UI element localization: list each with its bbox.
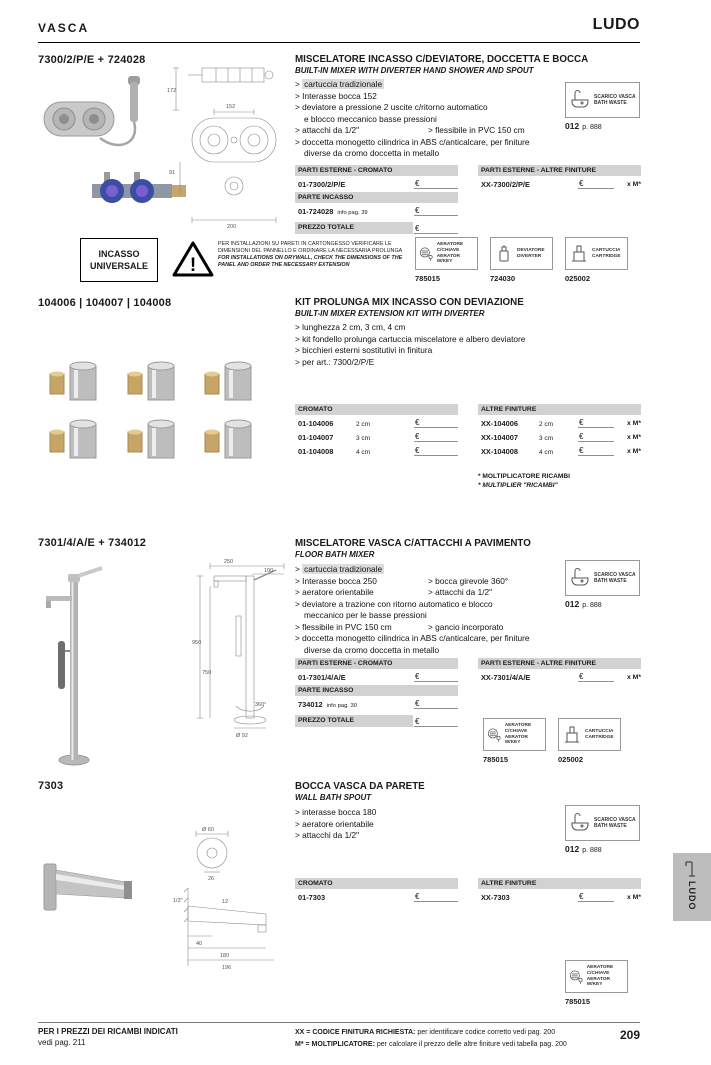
dim-label: 196 xyxy=(222,965,232,971)
section2-title-en: BUILT-IN MIXER EXTENSION KIT WITH DIVERTER xyxy=(295,309,485,318)
dim-label: Ø 60 xyxy=(202,827,214,833)
product-photo-extension-kits xyxy=(40,352,265,470)
feature-line: > Interasse bocca 152 xyxy=(295,91,563,103)
bath-waste-badge xyxy=(565,560,640,609)
price-blank xyxy=(414,179,458,189)
size-label: 4 cm xyxy=(356,449,371,456)
total-row xyxy=(295,716,458,728)
section1-title-it: MISCELATORE INCASSO C/DEVIATORE, DOCCETTA E BOCCA xyxy=(295,54,589,65)
table-row xyxy=(295,669,458,683)
size-label: 2 cm xyxy=(539,421,554,428)
product-code: 01-7303 xyxy=(298,893,326,902)
euro-sign: € xyxy=(579,672,584,681)
feature-line: > per art.: 7300/2/P/E xyxy=(295,357,563,369)
total-row xyxy=(295,223,458,235)
product-code: XX-104007 xyxy=(481,433,518,442)
price-blank xyxy=(414,224,458,234)
accessory-box xyxy=(565,237,628,270)
bath-waste-box xyxy=(565,560,640,596)
dim-label: 1/2" xyxy=(173,898,183,904)
euro-sign: € xyxy=(579,179,584,188)
feature-line: > deviatore a trazione con ritorno automatico e blocco xyxy=(295,599,563,611)
product-code: XX-7303 xyxy=(481,893,510,902)
table-header: ALTRE FINITURE xyxy=(478,878,641,889)
multiplier-note-en: * MULTIPLIER "RICAMBI" xyxy=(478,482,558,489)
total-label: PREZZO TOTALE xyxy=(295,222,413,234)
table-row xyxy=(478,429,641,443)
accessory-aerator xyxy=(415,237,478,283)
feature-line: > aeratore orientabile xyxy=(295,819,563,831)
brand-title: LUDO xyxy=(592,16,640,33)
s3-price-table-altre-finiture xyxy=(478,658,641,683)
accessory-cartridge xyxy=(565,237,628,283)
table-header: PARTE INCASSO xyxy=(295,192,458,203)
product-code: XX-104006 xyxy=(481,419,518,428)
bath-waste-box xyxy=(565,82,640,118)
multiplier-label: x M* xyxy=(627,434,641,441)
dim-label: 12 xyxy=(222,899,229,905)
euro-sign: € xyxy=(579,432,584,441)
dim-label: 360° xyxy=(255,702,267,708)
size-label: 3 cm xyxy=(539,435,554,442)
table-header: CROMATO xyxy=(295,878,458,889)
price-blank xyxy=(414,432,458,442)
diverter-icon xyxy=(493,243,515,265)
multiplier-label: x M* xyxy=(627,894,641,901)
bath-waste-box xyxy=(565,805,640,841)
feature-col2: > attacchi da 1/2" xyxy=(428,587,492,599)
bath-waste-icon xyxy=(569,567,591,589)
info-page-ref: info pag. 39 xyxy=(337,209,368,216)
feature-line xyxy=(295,576,563,588)
table-row xyxy=(295,203,458,217)
dim-label: 172 xyxy=(167,88,177,94)
technical-drawing-floor-mixer xyxy=(192,556,292,741)
section1-features xyxy=(295,79,563,160)
euro-sign: € xyxy=(415,699,420,708)
euro-sign: € xyxy=(415,717,420,726)
product-code: XX-7301/4/A/E xyxy=(481,673,531,682)
accessory-aerator xyxy=(483,718,546,764)
bath-waste-label: SCARICO VASCA BATH WASTE xyxy=(594,572,636,584)
dim-label: 250 xyxy=(224,559,234,565)
table-header: PARTI ESTERNE - CROMATO xyxy=(295,658,458,669)
side-tab-ludo xyxy=(673,853,711,921)
multiplier-label: x M* xyxy=(627,181,641,188)
side-tab-label: LUDO xyxy=(687,881,697,911)
feature-line: diverse da cromo doccetta in metallo xyxy=(304,148,440,158)
price-blank xyxy=(414,717,458,727)
section4-title-it: BOCCA VASCA DA PARETE xyxy=(295,781,425,792)
euro-sign: € xyxy=(579,446,584,455)
footer-rule xyxy=(38,1022,640,1023)
feature-col1: > flessibile in PVC 150 cm xyxy=(295,622,428,634)
section4-features xyxy=(295,807,563,842)
feature-highlight: cartuccia tradizionale xyxy=(304,79,383,89)
accessory-box xyxy=(490,237,553,270)
bath-waste-label-it: SCARICO VASCA xyxy=(594,94,636,100)
product-code: 01-104007 xyxy=(298,433,334,442)
table-row xyxy=(295,443,458,457)
accessory-code: 724030 xyxy=(490,274,516,283)
bath-waste-code: 012 p. 888 xyxy=(565,121,602,131)
multiplier-note-it: * MOLTIPLICATORE RICAMBI xyxy=(478,473,570,480)
feature-col2: > flessibile in PVC 150 cm xyxy=(428,125,525,137)
section2-features xyxy=(295,322,563,368)
accessory-diverter xyxy=(490,237,553,283)
table-row xyxy=(295,415,458,429)
header-rule xyxy=(38,42,640,43)
accessory-code: 785015 xyxy=(565,997,591,1006)
category-title: VASCA xyxy=(38,21,90,35)
feature-line xyxy=(295,79,563,91)
product-code: 01-7301/4/A/E xyxy=(298,673,346,682)
s4-table-altre-finiture xyxy=(478,878,641,903)
accessory-aerator xyxy=(565,960,628,1006)
euro-sign: € xyxy=(415,672,420,681)
accessory-label: CARTUCCIA CARTRIDGE xyxy=(585,728,614,740)
multiplier-label: x M* xyxy=(627,420,641,427)
cartridge-icon xyxy=(568,243,590,265)
aerator-icon xyxy=(486,724,503,746)
footer-prices-note: PER I PREZZI DEI RICAMBI INDICATI xyxy=(38,1027,178,1036)
accessory-box xyxy=(483,718,546,751)
footer-multiplier-legend: M* = MOLTIPLICATORE: per calcolare il prezzo delle altre finiture vedi tabella pag. 200 xyxy=(295,1041,567,1048)
feature-line: > doccetta monogetto cilindrica in ABS c/anticalcare, per finiture xyxy=(295,137,563,149)
product-code: 01-104008 xyxy=(298,447,334,456)
product-code: XX-104008 xyxy=(481,447,518,456)
dim-label: 100 xyxy=(264,568,274,574)
feature-line: > doccetta monogetto cilindrica in ABS c/anticalcare, per finiture xyxy=(295,633,563,645)
euro-sign: € xyxy=(415,206,420,215)
feature-line: > kit fondello prolunga cartuccia miscelatore e albero deviatore xyxy=(295,334,563,346)
table-header: PARTE INCASSO xyxy=(295,685,458,696)
feature-col2: > gancio incorporato xyxy=(428,622,503,634)
accessory-code: 025002 xyxy=(558,755,584,764)
section1-title-en: BUILT-IN MIXER WITH DIVERTER HAND SHOWER AND SPOUT xyxy=(295,66,534,75)
s3-price-table-cromato xyxy=(295,658,458,728)
bath-waste-code: 012 p. 888 xyxy=(565,599,602,609)
feature-col1: > Interasse bocca 250 xyxy=(295,576,428,588)
aerator-icon xyxy=(418,243,435,265)
multiplier-label: x M* xyxy=(627,448,641,455)
price-blank xyxy=(414,699,458,709)
bath-waste-code: 012 p. 888 xyxy=(565,844,602,854)
feature-line: > attacchi da 1/2" xyxy=(295,830,563,842)
table-row xyxy=(478,176,641,190)
incasso-line2: UNIVERSALE xyxy=(89,261,148,271)
accessory-label: CARTUCCIA CARTRIDGE xyxy=(592,247,621,259)
warning-mark: ! xyxy=(189,255,197,276)
feature-line xyxy=(295,125,563,137)
feature-line: e blocco meccanico basse pressioni xyxy=(304,113,437,124)
dim-label: 750 xyxy=(202,670,212,676)
feature-line: > bicchieri esterni sostitutivi in finitura xyxy=(295,345,563,357)
accessory-code: 785015 xyxy=(415,274,441,283)
feature-line xyxy=(295,622,563,634)
section3-code: 7301/4/A/E + 734012 xyxy=(38,537,147,549)
bath-waste-label xyxy=(594,94,636,106)
dim-label: 40 xyxy=(196,941,203,947)
feature-line: > interasse bocca 180 xyxy=(295,807,563,819)
size-label: 3 cm xyxy=(356,435,371,442)
euro-sign: € xyxy=(415,224,420,233)
product-photo-builtin-mixer xyxy=(38,72,163,160)
table-row xyxy=(295,889,458,903)
table-row xyxy=(478,415,641,429)
footer-xx-legend: XX = CODICE FINITURA RICHIESTA: per identificare codice corretto vedi pag. 200 xyxy=(295,1029,556,1036)
feature-line: meccanico per le basse pressioni xyxy=(304,610,427,620)
table-row xyxy=(478,669,641,683)
dim-label: Ø 92 xyxy=(236,733,248,739)
warning-text xyxy=(218,241,404,269)
bath-waste-icon xyxy=(569,812,591,834)
feature-col1: > attacchi da 1/2" xyxy=(295,125,428,137)
feature-col1: > aeratore orientabile xyxy=(295,587,428,599)
footer-prices-page: vedi pag. 211 xyxy=(38,1038,86,1047)
technical-drawing-builtin-mixer xyxy=(166,62,294,230)
feature-line: diverse da cromo doccetta in metallo xyxy=(304,644,440,655)
accessory-label: AERATORE C/CHIAVE AERATOR W/KEY xyxy=(436,242,464,265)
feature-col2: > bocca girevole 360° xyxy=(428,576,508,588)
euro-sign: € xyxy=(415,892,420,901)
product-code: 01-104006 xyxy=(298,419,334,428)
feature-line: > deviatore a pressione 2 uscite c/ritorno automatico xyxy=(295,102,563,114)
section2-title-it: KIT PROLUNGA MIX INCASSO CON DEVIAZIONE xyxy=(295,297,524,308)
dim-label: 26 xyxy=(208,876,215,882)
bath-waste-icon xyxy=(569,89,591,111)
faucet-icon xyxy=(684,858,700,878)
price-blank xyxy=(414,892,458,902)
accessory-label: AERATORE C/CHIAVE AERATOR W/KEY xyxy=(504,723,532,746)
product-code: 01-7300/2/P/E xyxy=(298,180,346,189)
accessory-code: 785015 xyxy=(483,755,509,764)
table-header: PARTI ESTERNE - ALTRE FINITURE xyxy=(478,658,641,669)
price-blank xyxy=(578,892,614,902)
section1-code: 7300/2/P/E + 724028 xyxy=(38,54,146,66)
dim-label: 91 xyxy=(169,170,176,176)
euro-sign: € xyxy=(415,432,420,441)
price-blank xyxy=(578,179,614,189)
price-blank xyxy=(578,672,614,682)
accessory-box xyxy=(558,718,621,751)
total-label: PREZZO TOTALE xyxy=(295,715,413,727)
product-code: XX-7300/2/P/E xyxy=(481,180,530,189)
bath-waste-label: SCARICO VASCA BATH WASTE xyxy=(594,817,636,829)
accessory-cartridge xyxy=(558,718,621,764)
accessory-label: AERATORE C/CHIAVE AERATOR W/KEY xyxy=(586,965,614,988)
table-row xyxy=(295,696,458,710)
table-row xyxy=(295,429,458,443)
warning-text-en: FOR INSTALLATIONS ON DRYWALL, CHECK THE DIMENSIONS OF THE PANEL AND ORDER THE NECESSARY EXTENSION xyxy=(218,255,403,268)
size-label: 2 cm xyxy=(356,421,371,428)
s2-table-altre-finiture xyxy=(478,404,641,457)
s1-price-table-cromato xyxy=(295,165,458,235)
table-row xyxy=(295,176,458,190)
price-blank xyxy=(414,446,458,456)
product-photo-floor-mixer xyxy=(40,556,110,771)
euro-sign: € xyxy=(415,179,420,188)
dim-label: 180 xyxy=(220,953,230,959)
price-blank xyxy=(414,418,458,428)
page-number: 209 xyxy=(619,1028,640,1042)
dim-label: 950 xyxy=(192,640,202,646)
incasso-universale-box xyxy=(80,238,158,282)
section2-code: 104006 | 104007 | 104008 xyxy=(38,297,172,309)
price-blank xyxy=(414,206,458,216)
price-blank xyxy=(578,432,614,442)
bath-waste-badge xyxy=(565,82,640,131)
section3-title-it: MISCELATORE VASCA C/ATTACCHI A PAVIMENTO xyxy=(295,538,531,549)
price-blank xyxy=(414,672,458,682)
table-header: PARTI ESTERNE - ALTRE FINITURE xyxy=(478,165,641,176)
warning-triangle-icon xyxy=(172,240,214,278)
table-header: PARTI ESTERNE - CROMATO xyxy=(295,165,458,176)
table-row xyxy=(478,443,641,457)
euro-sign: € xyxy=(415,418,420,427)
aerator-icon xyxy=(568,966,585,988)
incasso-line1: INCASSO xyxy=(98,249,140,259)
warning-text-it: PER INSTALLAZIONI SU PARETI IN CARTONGESSO VERIFICARE LE DIMENSIONI DEL PANNELLO E ORDINARE LA NECESSARIA PROLUNGA xyxy=(218,241,403,254)
dim-label: 200 xyxy=(227,224,237,230)
euro-sign: € xyxy=(579,892,584,901)
price-blank xyxy=(578,446,614,456)
dim-label: 152 xyxy=(226,104,236,110)
section3-title-en: FLOOR BATH MIXER xyxy=(295,550,375,559)
product-code: 01-724028 xyxy=(298,207,334,216)
accessory-box xyxy=(565,960,628,993)
section4-code: 7303 xyxy=(38,780,64,792)
euro-sign: € xyxy=(579,418,584,427)
bath-waste-badge xyxy=(565,805,640,854)
section4-title-en: WALL BATH SPOUT xyxy=(295,793,372,802)
product-code: 734012 xyxy=(298,700,323,709)
feature-line: > lunghezza 2 cm, 3 cm, 4 cm xyxy=(295,322,563,334)
bath-waste-label-en: BATH WASTE xyxy=(594,100,627,106)
product-photo-wall-spout xyxy=(40,848,135,933)
s2-table-cromato xyxy=(295,404,458,457)
price-blank xyxy=(578,418,614,428)
feature-line xyxy=(295,564,563,576)
table-row xyxy=(478,889,641,903)
table-header: ALTRE FINITURE xyxy=(478,404,641,415)
euro-sign: € xyxy=(415,446,420,455)
s4-table-cromato xyxy=(295,878,458,903)
section3-features xyxy=(295,564,563,656)
info-page-ref: info pag. 30 xyxy=(326,702,357,709)
technical-drawing-wall-spout xyxy=(172,826,284,978)
accessory-box xyxy=(415,237,478,270)
cartridge-icon xyxy=(561,724,583,746)
size-label: 4 cm xyxy=(539,449,554,456)
multiplier-label: x M* xyxy=(627,674,641,681)
table-header: CROMATO xyxy=(295,404,458,415)
accessory-label: DEVIATORE DIVERTER xyxy=(517,247,545,259)
feature-highlight: cartuccia tradizionale xyxy=(304,564,383,574)
accessory-code: 025002 xyxy=(565,274,591,283)
feature-line xyxy=(295,587,563,599)
s1-price-table-altre-finiture xyxy=(478,165,641,190)
